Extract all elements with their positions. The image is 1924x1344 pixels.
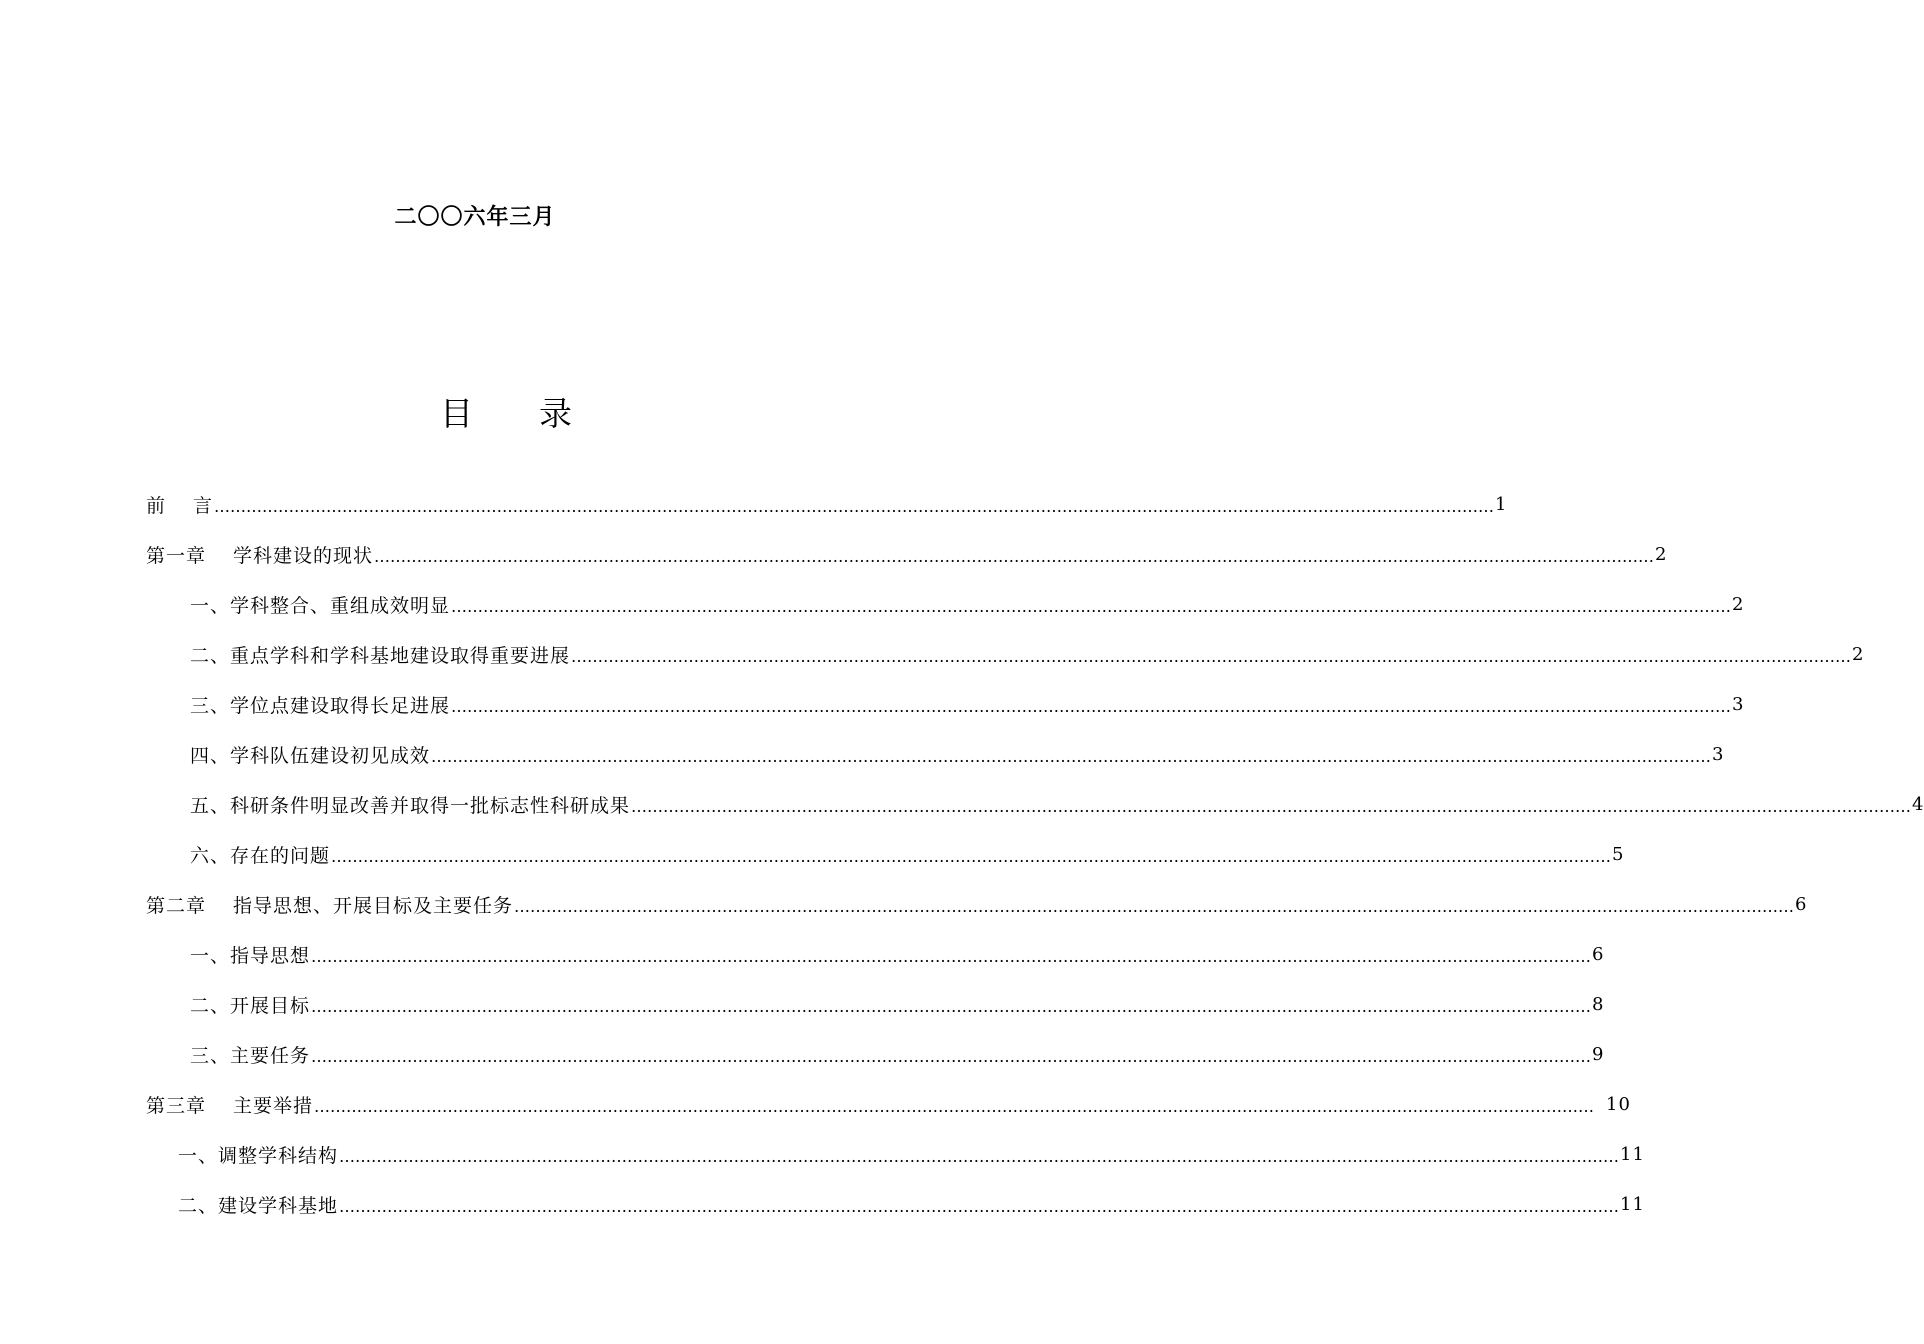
toc-entry-2-2[interactable]	[190, 984, 1605, 1024]
toc-entry-label: 三、学位点建设取得长足进展	[190, 694, 451, 717]
cover-date: 二〇〇六年三月	[394, 205, 556, 230]
toc-entry-chapter-1[interactable]	[146, 534, 1668, 574]
toc-entry-page: 2	[1732, 593, 1745, 615]
toc-entry-3-1[interactable]	[178, 1134, 1645, 1174]
toc-entry-chapter-3[interactable]	[146, 1084, 1631, 1124]
toc-entry-page: 1	[1495, 493, 1508, 515]
toc-entry-page: 11	[1620, 1193, 1645, 1215]
dot-leader: ……………………………………………………………………………………………………………………………………………………………………………………………………………………	[339, 1196, 1620, 1216]
toc-entry-label: 一、学科整合、重组成效明显	[190, 594, 451, 617]
toc-entry-page: 11	[1620, 1143, 1645, 1165]
toc-entry-label: 前 言	[146, 494, 214, 517]
toc-entry-page: 4	[1912, 793, 1924, 815]
toc-entry-1-5[interactable]	[190, 784, 1924, 824]
toc-entry-1-3[interactable]	[190, 684, 1745, 724]
dot-leader: ……………………………………………………………………………………………………………………………………………………………………………………………………………………	[314, 1096, 1595, 1116]
toc-entry-2-3[interactable]	[190, 1034, 1605, 1074]
dot-leader: ……………………………………………………………………………………………………………………………………………………………………………………………………………………	[374, 546, 1655, 566]
toc-entry-1-4[interactable]	[190, 734, 1725, 774]
toc-entry-label: 第二章 指导思想、开展目标及主要任务	[146, 894, 514, 917]
dot-leader: ……………………………………………………………………………………………………………………………………………………………………………………………………………………	[311, 996, 1592, 1016]
dot-leader: ……………………………………………………………………………………………………………………………………………………………………………………………………………………	[514, 896, 1795, 916]
toc-title-right: 录	[539, 394, 572, 433]
toc-entry-label: 第一章 学科建设的现状	[146, 544, 374, 567]
toc-entry-page: 9	[1592, 1043, 1605, 1065]
toc-entry-label: 五、科研条件明显改善并取得一批标志性科研成果	[190, 794, 631, 817]
dot-leader: ……………………………………………………………………………………………………………………………………………………………………………………………………………………	[331, 846, 1612, 866]
toc-entry-page: 5	[1612, 843, 1625, 865]
toc-entry-label: 三、主要任务	[190, 1044, 311, 1067]
toc-title-left: 目	[440, 394, 473, 433]
toc-entry-1-2[interactable]	[190, 634, 1865, 674]
toc-entry-label: 六、存在的问题	[190, 844, 331, 867]
dot-leader: ……………………………………………………………………………………………………………………………………………………………………………………………………………………	[311, 1046, 1592, 1066]
toc-entry-1-1[interactable]	[190, 584, 1745, 624]
dot-leader: ……………………………………………………………………………………………………………………………………………………………………………………………………………………	[214, 496, 1495, 516]
toc-entry-label: 一、指导思想	[190, 944, 311, 967]
toc-entry-label: 二、重点学科和学科基地建设取得重要进展	[190, 644, 571, 667]
dot-leader: ……………………………………………………………………………………………………………………………………………………………………………………………………………………	[631, 796, 1912, 816]
toc-entry-page: 8	[1592, 993, 1605, 1015]
toc-entry-chapter-2[interactable]	[146, 884, 1808, 924]
toc-entry-2-1[interactable]	[190, 934, 1605, 974]
toc-entry-label: 一、调整学科结构	[178, 1144, 339, 1167]
toc-entry-label: 二、建设学科基地	[178, 1194, 339, 1217]
toc-entry-3-2[interactable]	[178, 1184, 1645, 1224]
dot-leader: ……………………………………………………………………………………………………………………………………………………………………………………………………………………	[339, 1146, 1620, 1166]
toc-entry-page: 2	[1655, 543, 1668, 565]
toc-entry-label: 二、开展目标	[190, 994, 311, 1017]
dot-leader: ……………………………………………………………………………………………………………………………………………………………………………………………………………………	[451, 596, 1732, 616]
toc-entry-page: 3	[1732, 693, 1745, 715]
toc-entry-label: 第三章 主要举措	[146, 1094, 314, 1117]
dot-leader: ……………………………………………………………………………………………………………………………………………………………………………………………………………………	[311, 946, 1592, 966]
toc-entry-page: 2	[1852, 643, 1865, 665]
toc-entry-page: 10	[1606, 1093, 1631, 1115]
toc-entry-preface[interactable]	[146, 484, 1508, 524]
dot-leader: ……………………………………………………………………………………………………………………………………………………………………………………………………………………	[571, 646, 1852, 666]
dot-leader: ……………………………………………………………………………………………………………………………………………………………………………………………………………………	[431, 746, 1712, 766]
toc-entry-page: 6	[1795, 893, 1808, 915]
toc-entry-1-6[interactable]	[190, 834, 1625, 874]
dot-leader: ……………………………………………………………………………………………………………………………………………………………………………………………………………………	[451, 696, 1732, 716]
toc-entry-page: 6	[1592, 943, 1605, 965]
toc-entry-page: 3	[1712, 743, 1725, 765]
toc-entry-label: 四、学科队伍建设初见成效	[190, 744, 431, 767]
toc-title	[440, 388, 572, 435]
